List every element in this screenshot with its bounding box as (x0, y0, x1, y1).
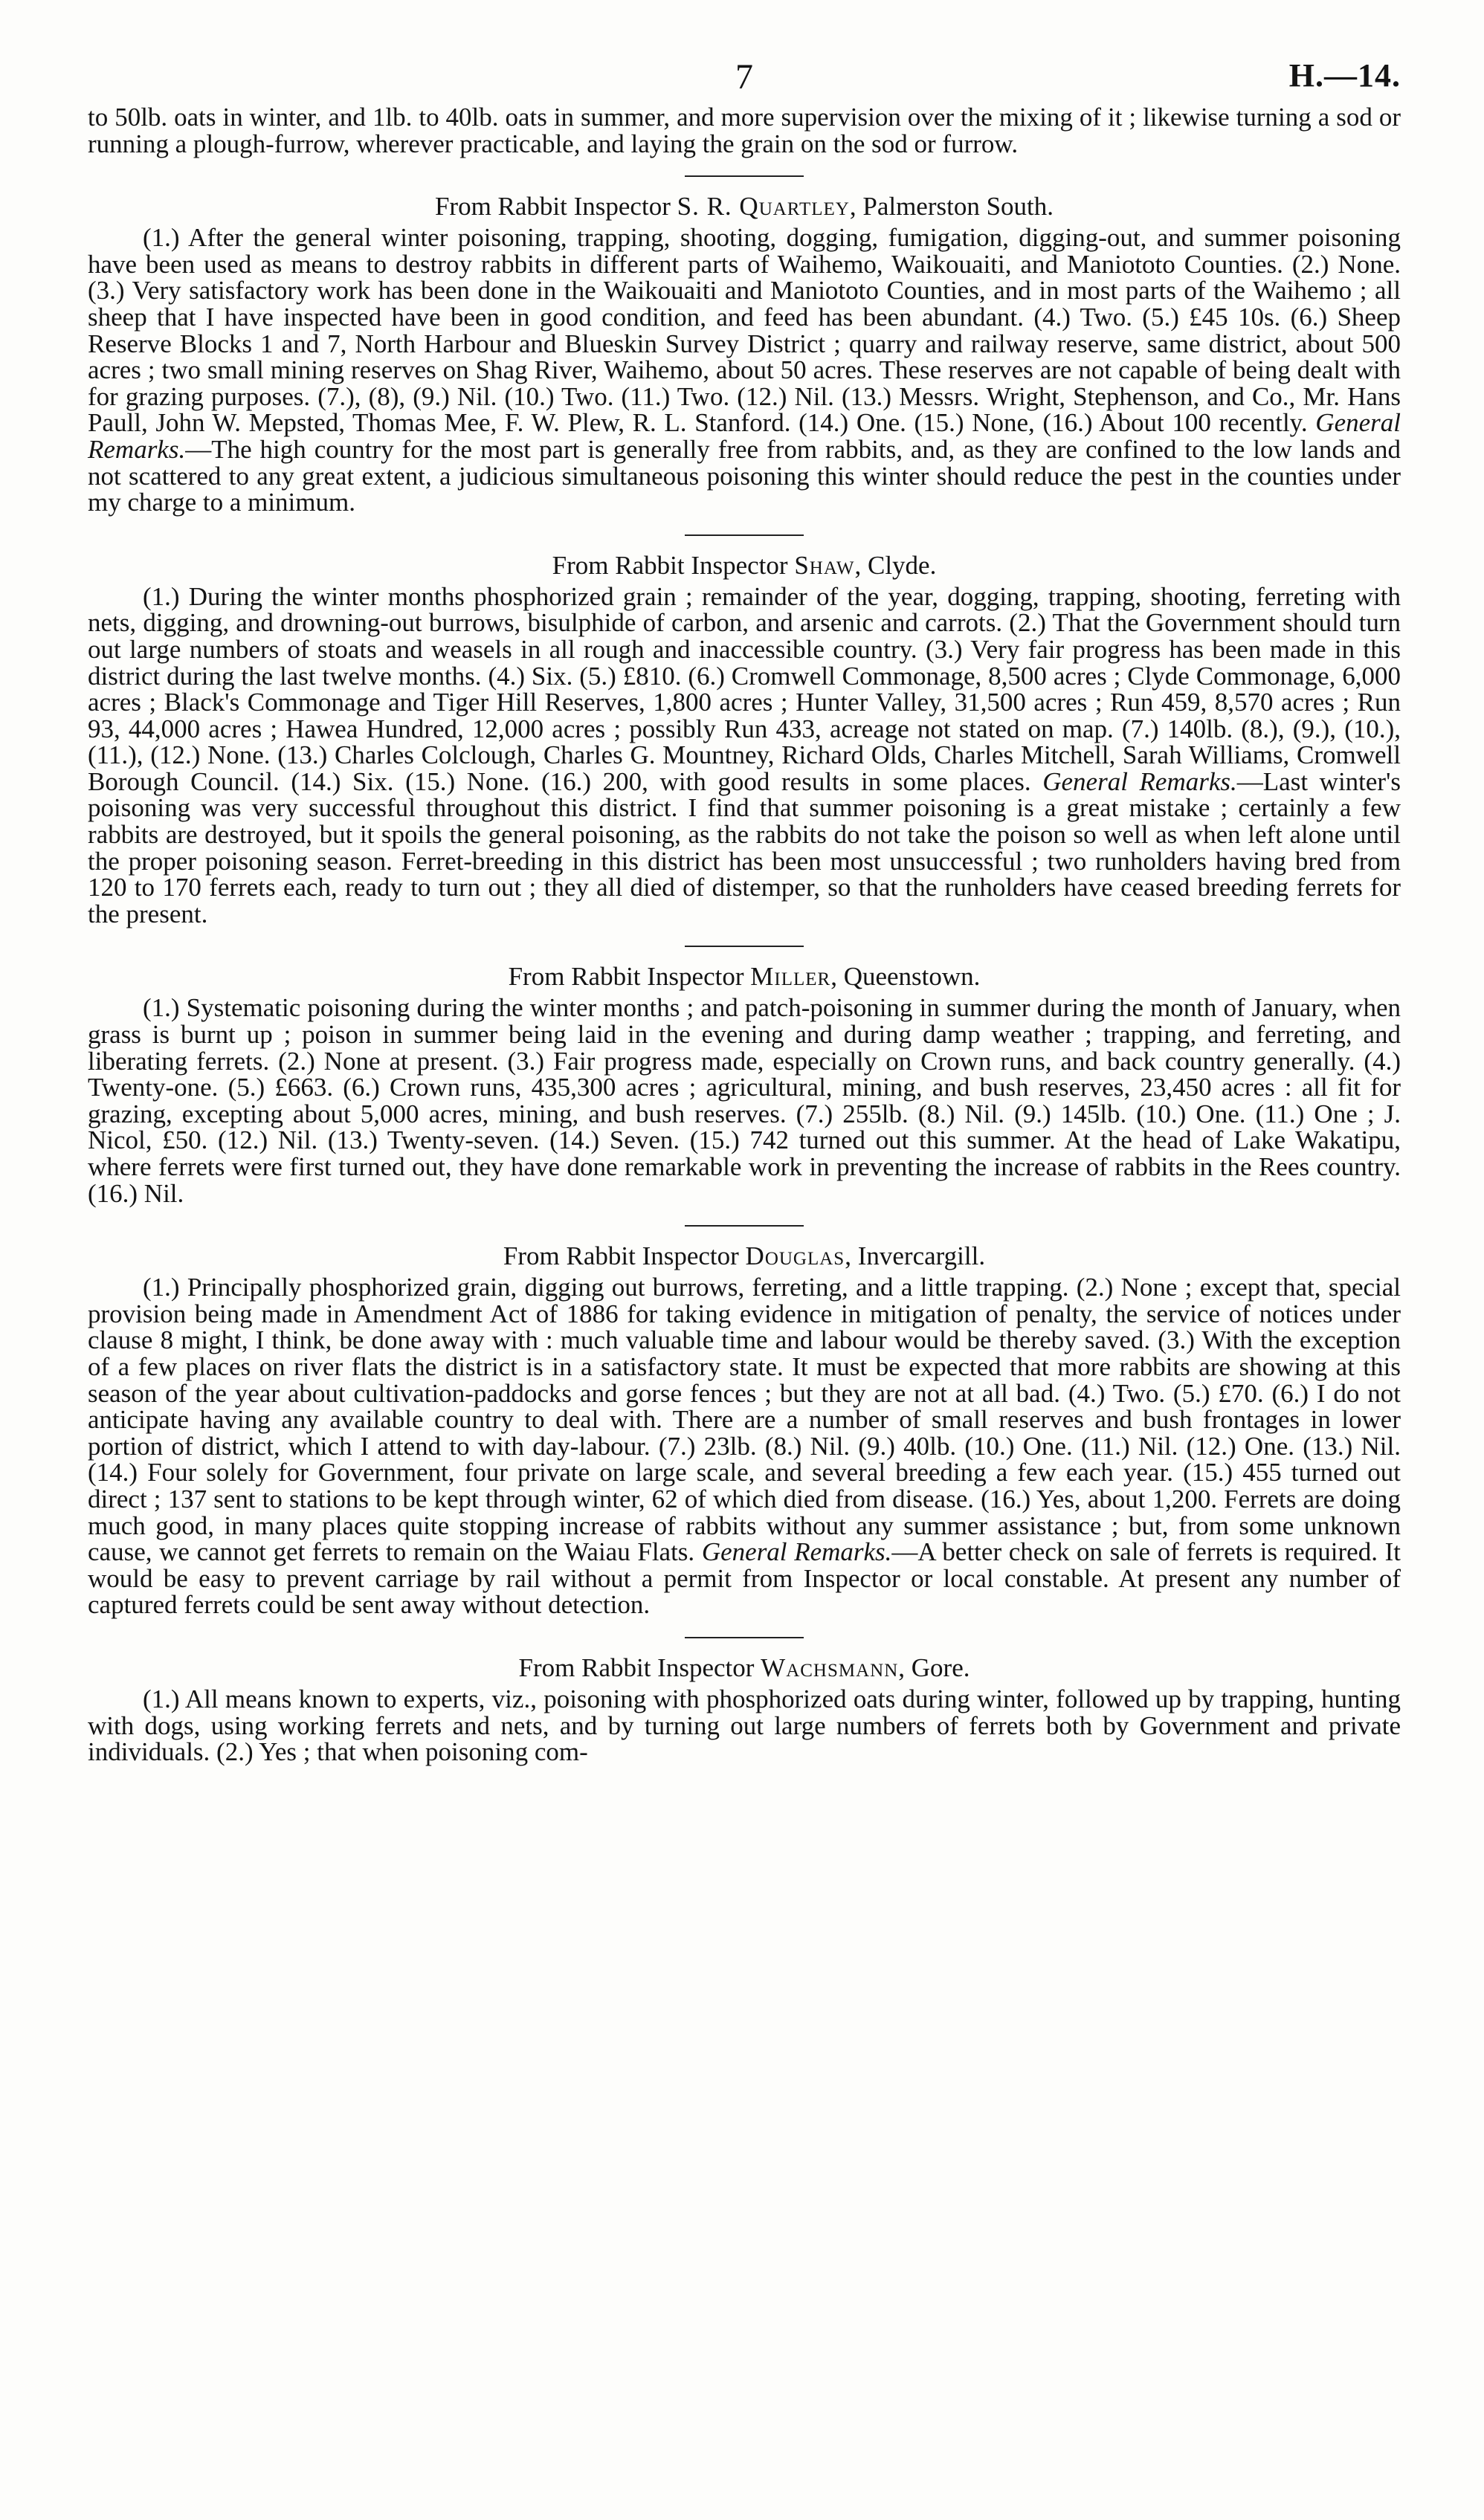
section-divider (685, 1225, 804, 1227)
inspector-name: Douglas (745, 1241, 845, 1271)
heading-place: , Invercargill. (845, 1241, 986, 1271)
report-text: (1.) Principally phosphorized grain, digging out burrows, ferreting, and a little trapping. (2.) None ; except that, special provision being made in Amendment Act of 1886 for taking evidence in mitigation of penalty, the service of notices under clause 8 might, I think, be done away with : much valuable time and labour would be thereby saved. (3.) With the exception of a few places on river flats the district is in a satisfactory state. It must be expected that more rabbits are showing at this season of the year about cultivation-paddocks and gorse fences ; but they are not at all bad. (4.) Two. (5.) £70. (6.) I do not anticipate having any available country to deal with. There are a number of small reserves and bush frontages in lower portion of district, which I attend to with day-labour. (7.) 23lb. (8.) Nil. (9.) 40lb. (10.) One. (11.) Nil. (12.) One. (13.) Nil. (14.) Four solely for Government, four private on large scale, and several breeding a few each year. (15.) 455 turned out direct ; 137 sent to stations to be kept through winter, 62 of which died from disease. (16.) Yes, about 1,200. Ferrets are doing much good, in many places quite stopping increase of rabbits without any summer assistance ; but, from some unknown cause, we cannot get ferrets to remain on the Waiau Flats. (88, 1273, 1401, 1567)
section-divider (685, 534, 804, 536)
general-remarks-label: General Remarks. (88, 408, 1401, 464)
remarks-text: —The high country for the most part is generally free from rabbits, and, as they are confined to the low lands and not scattered to any great extent, a judicious simultaneous poisoning this winter should reduce the pest in the counties under my charge to a minimum. (88, 434, 1401, 517)
inspector-name: Shaw (794, 550, 855, 580)
remarks-text: —Last winter's poisoning was very successful throughout this district. I find that summer poisoning is a great mistake ; certainly a few rabbits are destroyed, but it spoils the general poisoning, as the rabbits do not take the poison so well as when left alone until the proper poisoning season. Ferret-breeding in this district has been most unsuccessful ; two runholders having bred from 120 to 170 ferrets each, ready to turn out ; they all died of distemper, so that the runholders have ceased breeding ferrets for the present. (88, 766, 1401, 928)
section-paragraph (88, 1686, 1401, 1765)
general-remarks-label: General Remarks. (701, 1537, 892, 1567)
inspector-name: Wachsmann (761, 1652, 899, 1682)
inspector-name: S. R. Quartley (677, 192, 850, 222)
section-divider (685, 946, 804, 947)
remarks-text: —A better check on sale of ferrets is required. It would be easy to prevent carriage by rail without a permit from Inspector or local constable. At present any number of captured ferrets could be sent away without detection. (88, 1537, 1401, 1620)
heading-prefix: From Rabbit Inspector (552, 550, 795, 580)
section-divider (685, 1637, 804, 1638)
report-section-shaw (88, 551, 1401, 928)
intro-continuation-paragraph: to 50lb. oats in winter, and 1lb. to 40lb. oats in summer, and more supervision over the mixing of it ; likewise turning a sod or running a plough-furrow, wherever practicable, and laying the grain on the sod or furrow. (88, 103, 1401, 158)
report-section-douglas (88, 1241, 1401, 1618)
report-text: (1.) All means known to experts, viz., poisoning with phosphorized oats during winter, followed up by trapping, hunting with dogs, using working ferrets and nets, and by turning out large numbers of ferrets both by Government and private individuals. (2.) Yes ; that when poisoning com- (88, 1684, 1401, 1767)
section-divider (685, 175, 804, 177)
section-heading (88, 962, 1401, 992)
section-heading (88, 1241, 1401, 1271)
section-paragraph (88, 1274, 1401, 1618)
paper-reference: H.—14. (1288, 57, 1401, 94)
section-heading (88, 192, 1401, 222)
heading-place: , Gore. (898, 1652, 970, 1682)
report-section-quartley (88, 192, 1401, 516)
heading-place: , Clyde. (854, 550, 937, 580)
report-text: (1.) During the winter months phosphorized grain ; remainder of the year, dogging, trapping, shooting, ferreting with nets, digging, and drowning-out burrows, bisulphide of carbon, and arsenic and carrots. (2.) That the Government should turn out large numbers of stoats and weasels in all rough and inaccessible country. (3.) Very fair progress has been made in this district during the last twelve months. (4.) Six. (5.) £810. (6.) Cromwell Commonage, 8,500 acres ; Clyde Commonage, 6,000 acres ; Black's Commonage and Tiger Hill Reserves, 1,800 acres ; Hunter Valley, 31,500 acres ; Run 459, 8,570 acres ; Run 93, 44,000 acres ; Hawea Hundred, 12,000 acres ; possibly Run 433, acreage not stated on map. (7.) 140lb. (8.), (9.), (10.), (11.), (12.) None. (13.) Charles Colclough, Charles G. Mountney, Richard Olds, Charles Mitchell, Sarah Williams, Cromwell Borough Council. (14.) Six. (15.) None. (16.) 200, with good results in some places. (88, 581, 1401, 796)
section-heading (88, 551, 1401, 581)
section-paragraph (88, 581, 1401, 928)
section-paragraph (88, 995, 1401, 1206)
report-text: (1.) After the general winter poisoning, trapping, shooting, dogging, fumigation, digging-out, and summer poisoning have been used as means to destroy rabbits in different parts of Waihemo, Waikouaiti, and Maniototo Counties. (2.) None. (3.) Very satisfactory work has been done in the Waikouaiti and Maniototo Counties, and in most parts of the Waihemo ; all sheep that I have inspected have been in good condition, and feed has been abundant. (4.) Two. (5.) £45 10s. (6.) Sheep Reserve Blocks 1 and 7, North Harbour and Blueskin Survey District ; quarry and railway reserve, same district, about 500 acres ; two small mining reserves on Shag River, Waihemo, about 50 acres. These reserves are not capable of being dealt with for grazing purposes. (7.), (8), (9.) Nil. (10.) Two. (11.) Two. (12.) Nil. (13.) Messrs. Wright, Stephenson, and Co., Mr. Hans Paull, John W. Mepsted, Thomas Mee, F. W. Plew, R. L. Stanford. (14.) One. (15.) None, (16.) About 100 recently. (88, 223, 1401, 438)
document-page (88, 52, 1401, 1765)
section-paragraph (88, 224, 1401, 516)
page-number: 7 (735, 57, 753, 97)
section-heading (88, 1653, 1401, 1683)
heading-prefix: From Rabbit Inspector (434, 192, 677, 222)
heading-place: , Queenstown. (830, 962, 981, 992)
report-section-miller (88, 962, 1401, 1206)
general-remarks-label: General Remarks. (1042, 766, 1237, 796)
page-header (88, 52, 1401, 104)
heading-place: , Palmerston South. (849, 192, 1054, 222)
heading-prefix: From Rabbit Inspector (503, 1241, 746, 1271)
report-section-wachsmann (88, 1653, 1401, 1765)
heading-prefix: From Rabbit Inspector (518, 1652, 761, 1682)
inspector-name: Miller (750, 962, 831, 992)
report-text: (1.) Systematic poisoning during the winter months ; and patch-poisoning in summer during the month of January, when grass is burnt up ; poison in summer being laid in the evening and during damp weather ; trapping, and ferreting, and liberating ferrets. (2.) None at present. (3.) Fair progress made, especially on Crown runs, and back country generally. (4.) Twenty-one. (5.) £663. (6.) Crown runs, 435,300 acres ; agricultural, mining, and bush reserves, 23,450 acres : all fit for grazing, excepting about 5,000 acres, mining, and bush reserves. (7.) 255lb. (8.) Nil. (9.) 145lb. (10.) One. (11.) One ; J. Nicol, £50. (12.) Nil. (13.) Twenty-seven. (14.) Seven. (15.) 742 turned out this summer. At the head of Lake Wakatipu, where ferrets were first turned out, they have done remarkable work in preventing the increase of rabbits in the Rees country. (16.) Nil. (88, 993, 1401, 1208)
heading-prefix: From Rabbit Inspector (508, 962, 751, 992)
